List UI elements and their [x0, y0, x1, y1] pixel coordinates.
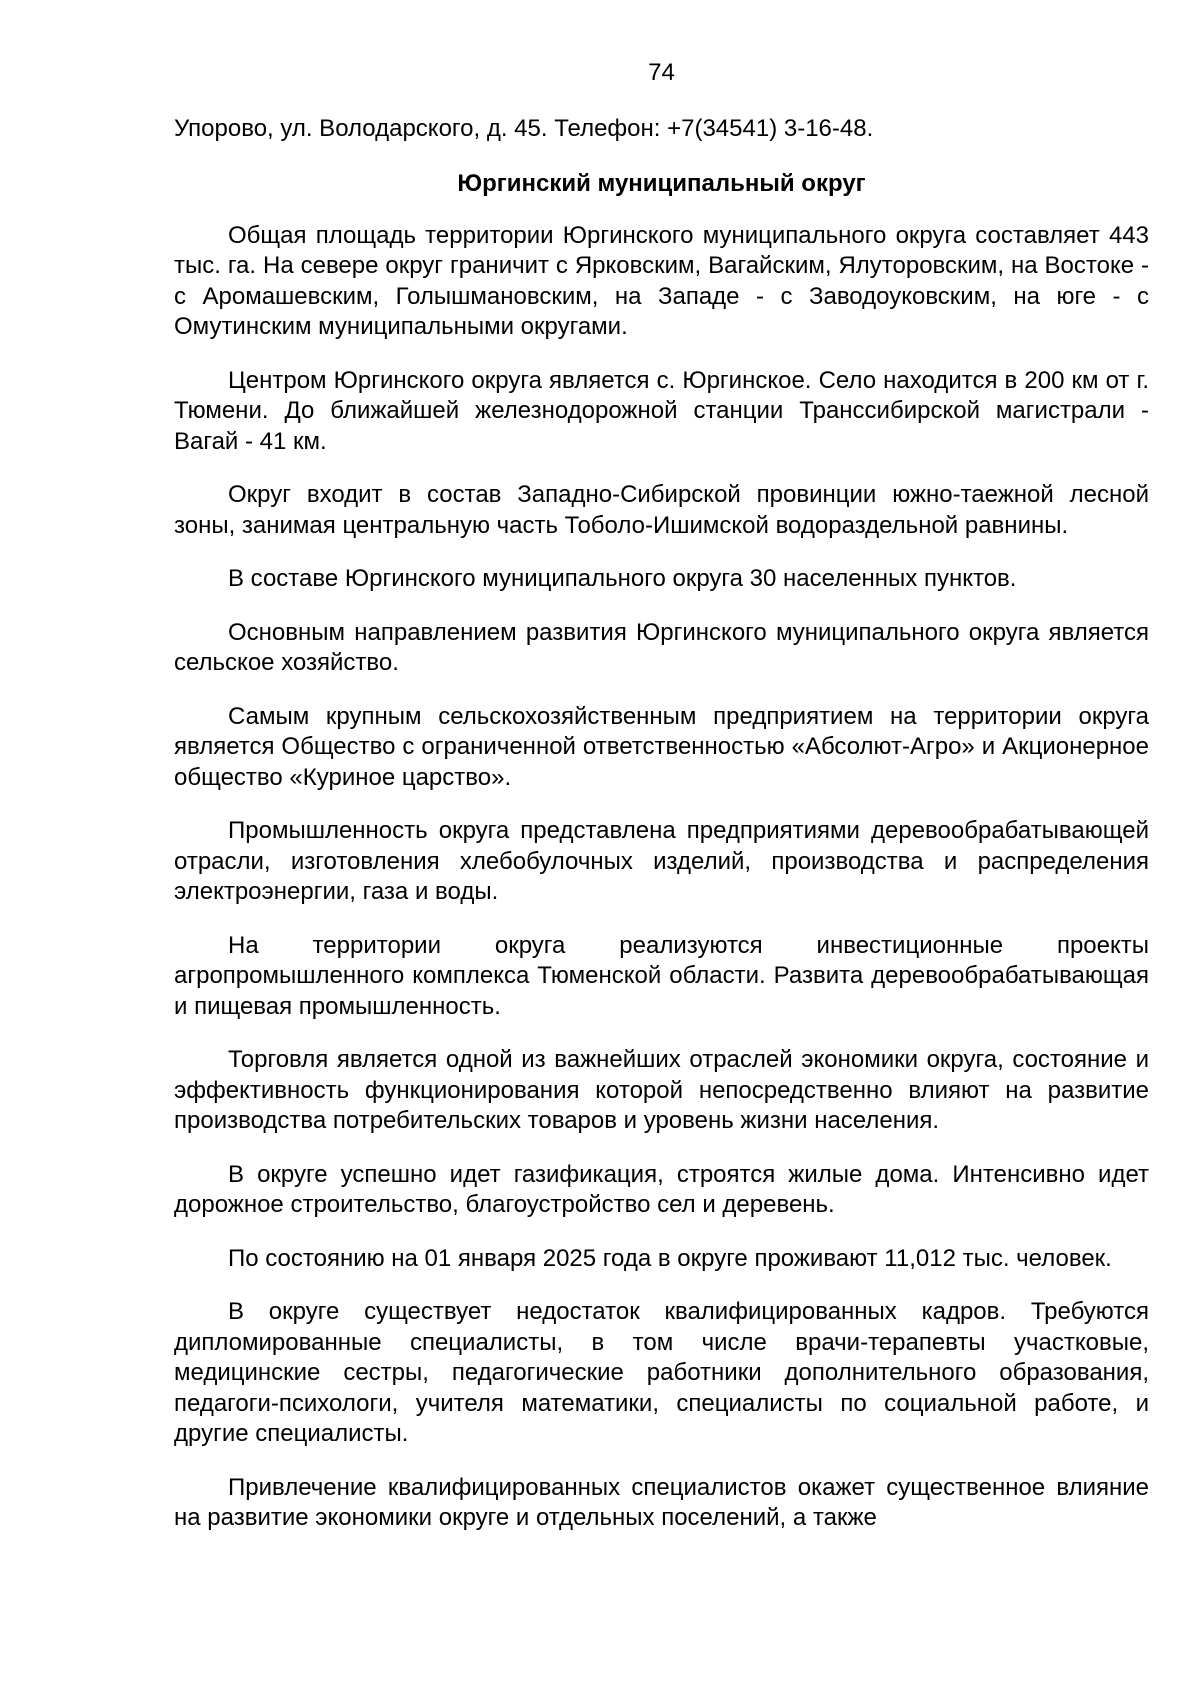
- paragraph-trade: Торговля является одной из важнейших отраслей экономики округа, состояние и эффективность функционирования которой непосредственно влияют на развитие производства потребительских товаров и уровень жизни населения.: [174, 1046, 1149, 1134]
- paragraph-area: Общая площадь территории Юргинского муниципального округа составляет 443 тыс. га. На севере округ граничит с Ярковским, Вагайским, Ялуторовским, на Востоке - с Аромашевским, Голышмановским, на Западе - с Заводоуковским, на юге - с Омутинским муниципальными округами.: [174, 221, 1149, 340]
- paragraph-center: Центром Юргинского округа является с. Юргинское. Село находится в 200 км от г. Тюмени. До ближайшей железнодорожной станции Транссибирской магистрали - Вагай - 41 км.: [174, 366, 1149, 455]
- paragraph-staffing: В округе существует недостаток квалифицированных кадров. Требуются дипломированные специалисты, в том числе врачи-терапевты участковые, медицинские сестры, педагогические работники дополнительного образования, педагоги-психологи, учителя математики, специалисты по социальной работе, и другие специалисты.: [174, 1298, 1149, 1447]
- document-body: [174, 114, 1149, 1534]
- paragraph-enterprises: Самым крупным сельскохозяйственным предприятием на территории округа является Общество с ограниченной ответственностью «Абсолют-Агро» и Акционерное общество «Куриное царство».: [174, 702, 1149, 791]
- section-heading: Юргинский муниципальный округ: [457, 169, 866, 197]
- paragraph-zone: Округ входит в состав Западно-Сибирской провинции южно-таежной лесной зоны, занимая центральную часть Тоболо-Ишимской водораздельной равнины.: [174, 481, 1149, 539]
- address-line: Упорово, ул. Володарского, д. 45. Телефон: +7(34541) 3-16-48.: [174, 115, 874, 142]
- paragraph-industry: Промышленность округа представлена предприятиями деревообрабатывающей отрасли, изготовления хлебобулочных изделий, производства и распределения электроэнергии, газа и воды.: [174, 817, 1149, 905]
- paragraph-settlements: В составе Юргинского муниципального округа 30 населенных пунктов.: [228, 565, 1017, 592]
- paragraph-specialists: Привлечение квалифицированных специалистов окажет существенное влияние на развитие экономики округе и отдельных поселений, а также: [174, 1473, 1149, 1531]
- page-number: 74: [648, 59, 675, 86]
- paragraph-investment: На территории округа реализуются инвестиционные проекты агропромышленного комплекса Тюменской области. Развита деревообрабатывающая и пищевая промышленность.: [174, 931, 1149, 1020]
- paragraph-gasification: В округе успешно идет газификация, строятся жилые дома. Интенсивно идет дорожное строительство, благоустройство сел и деревень.: [174, 1160, 1149, 1218]
- paragraph-population: По состоянию на 01 января 2025 года в округе проживают 11,012 тыс. человек.: [228, 1244, 1112, 1272]
- paragraph-development: Основным направлением развития Юргинского муниципального округа является сельское хозяйство.: [174, 618, 1149, 676]
